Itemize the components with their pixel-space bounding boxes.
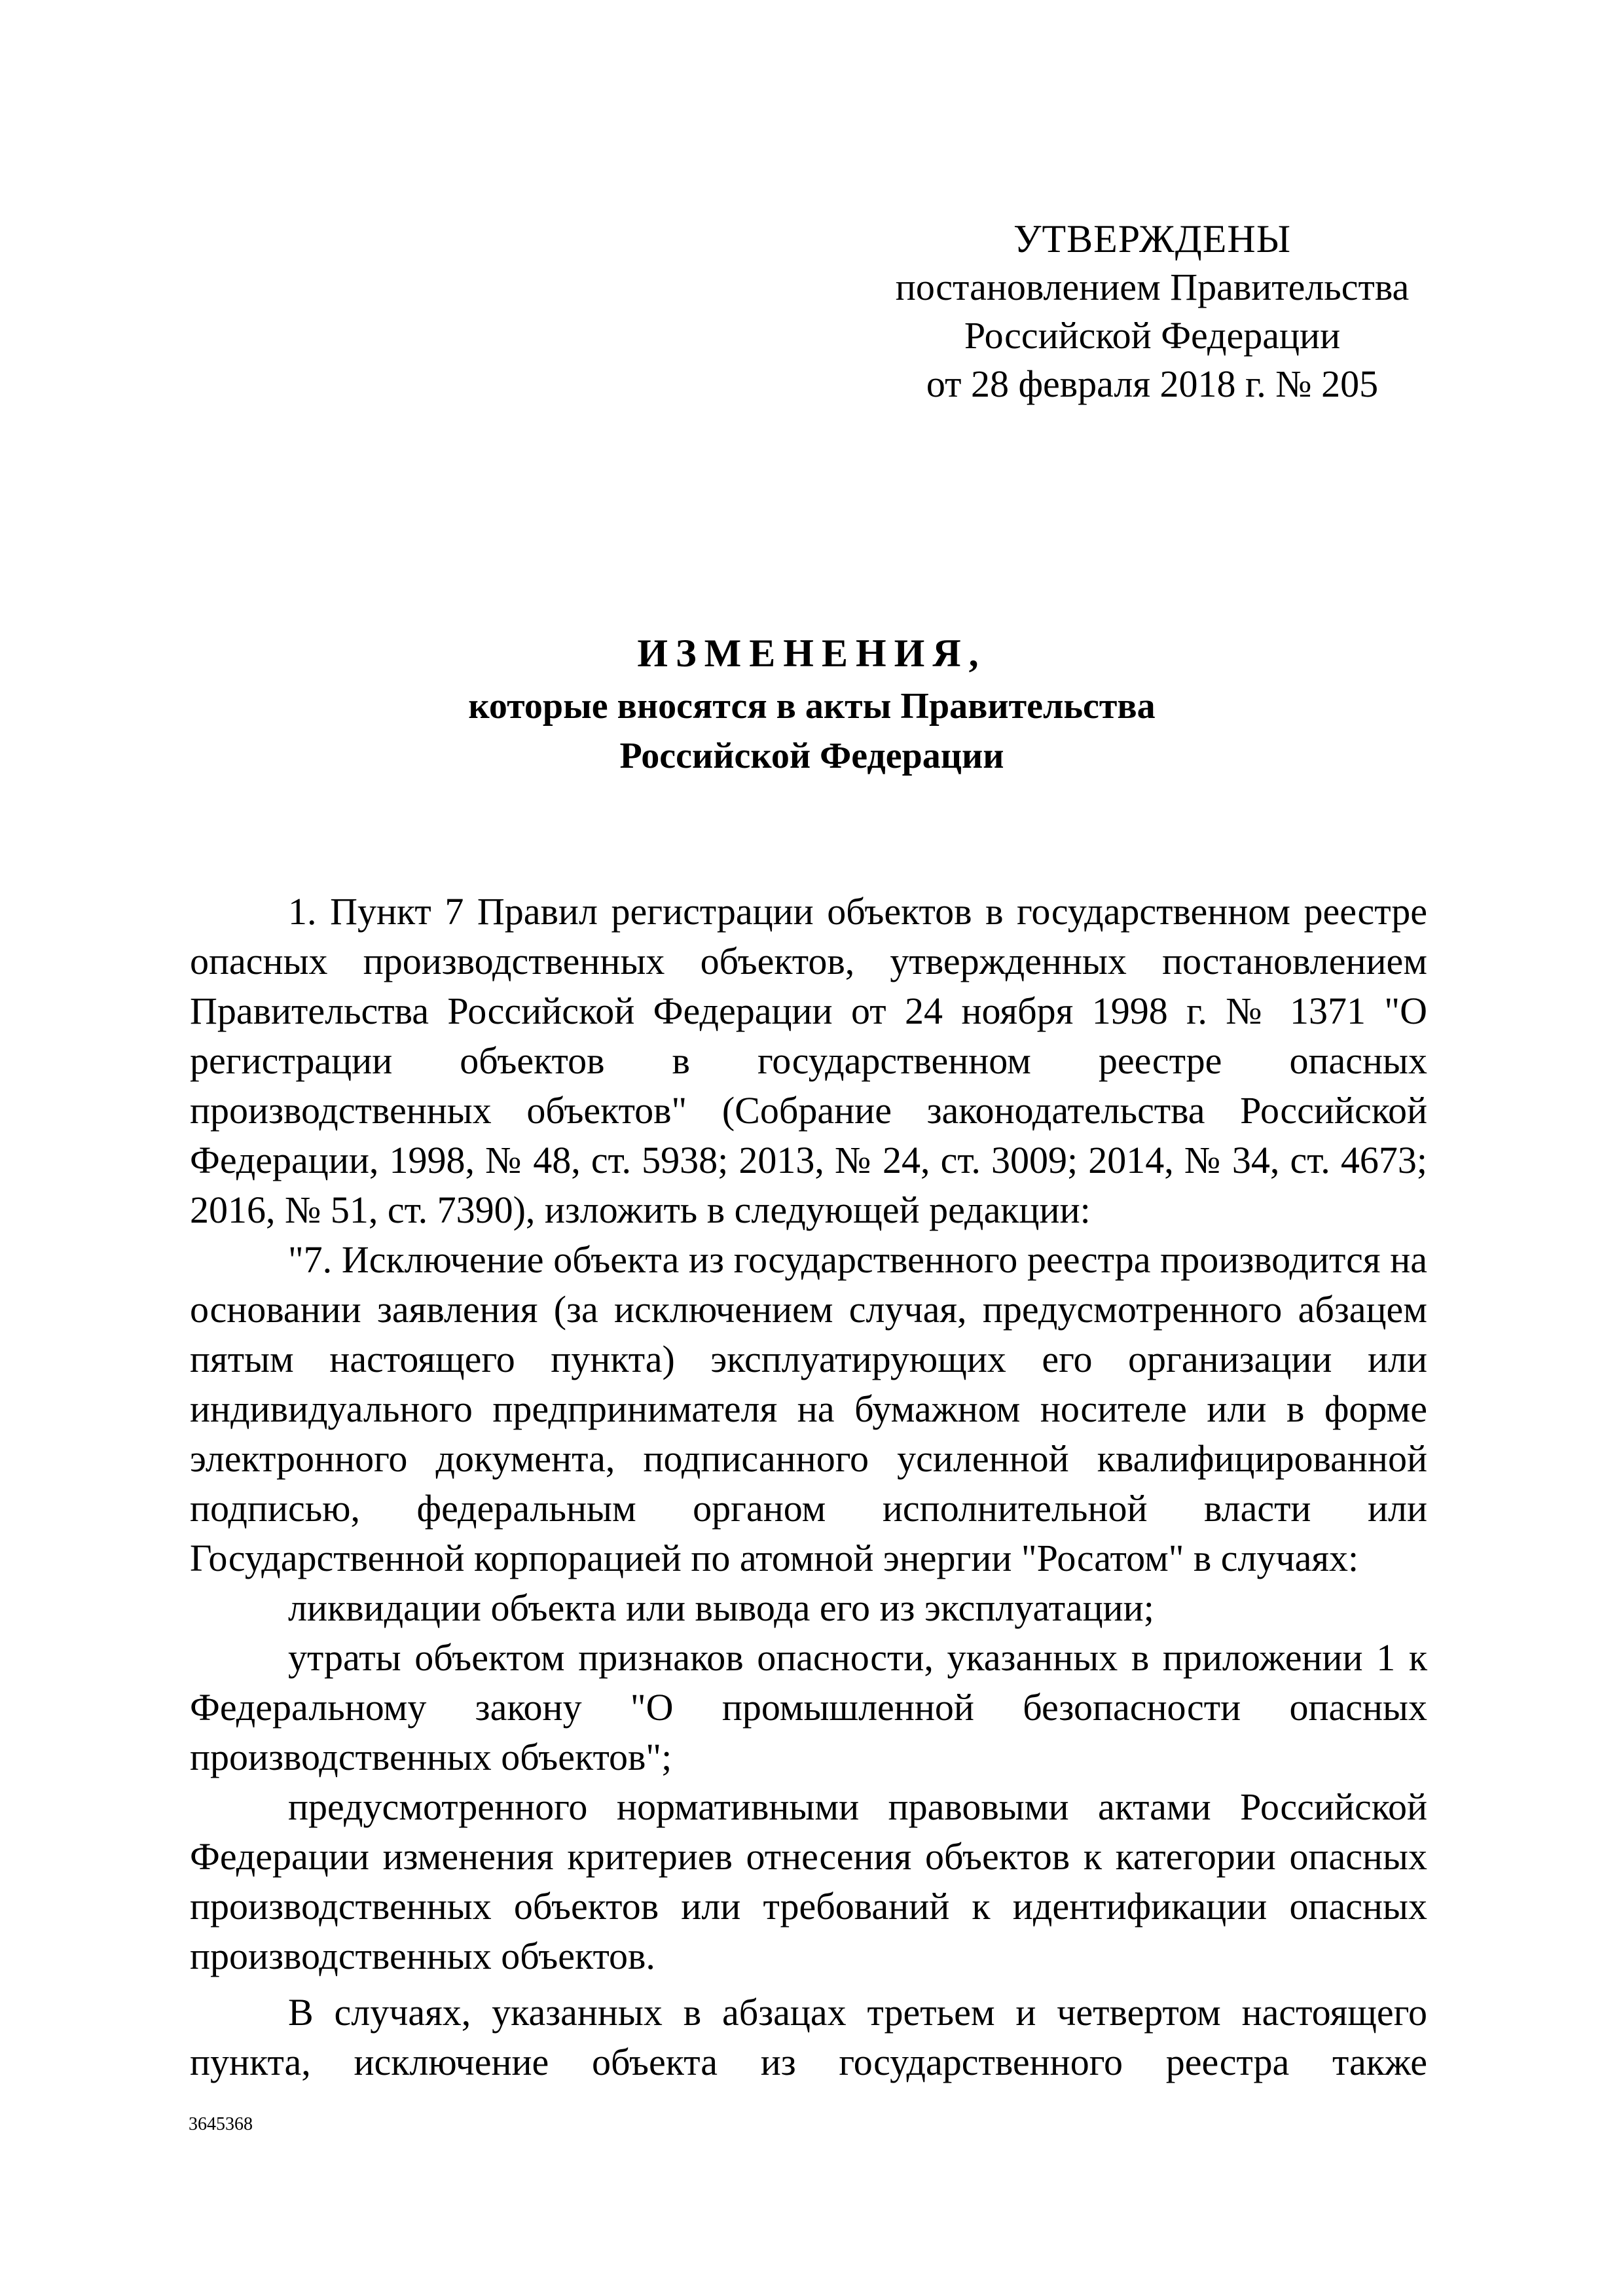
paragraph-cases: В случаях, указанных в абзацах третьем и четвертом настоящего пункта, исключение объекта из государственного реестра также [190,1991,1427,2083]
approval-line-3: от 28 февраля 2018 г. № 205 [926,363,1379,405]
paragraph-loss-of-hazard: утраты объектом признаков опасности, указанных в приложении 1 к Федеральному закону "О промышленной безопасности опасных производственных объектов"; [190,1636,1427,1778]
document-body [190,887,1427,2087]
paragraph-item-1: 1. Пункт 7 Правил регистрации объектов в государственном реестре опасных производственных объектов, утвержденных постановлением Правительства Российской Федерации от 24 ноября 1998 г. № 1371 "О регистрации объектов в государственном реестре опасных производственных объектов" (Собрание законодательства Российской Федерации, 1998, № 48, ст. 5938; 2013, № 24, ст. 3009; 2014, № 34, ст. 4673; 2016, № 51, ст. 7390), изложить в следующей редакции: [190,890,1427,1231]
document-code: 3645368 [189,2114,253,2134]
approval-line-1: постановлением Правительства [895,266,1410,308]
document-subtitle-line-2: Российской Федерации [619,736,1004,776]
document-title: ИЗМЕНЕНИЯ, [637,632,987,675]
approved-word: УТВЕРЖДЕНЫ [1013,217,1292,260]
paragraph-liquidation: ликвидации объекта или вывода его из эксплуатации; [288,1587,1154,1629]
approval-stamp [851,215,1453,408]
document-subtitle-line-1: которые вносятся в акты Правительства [468,686,1156,726]
paragraph-quoted-clause: "7. Исключение объекта из государственного реестра производится на основании заявления (за исключением случая, предусмотренного абзацем пятым настоящего пункта) эксплуатирующих его организации или индивидуального предпринимателя на бумажном носителе или в форме электронного документа, подписанного усиленной квалифицированной подписью, федеральным органом исполнительной власти или Государственной корпорацией по атомной энергии "Росатом" в случаях: [190,1238,1427,1579]
approval-line-2: Российской Федерации [964,314,1341,357]
paragraph-criteria-change: предусмотренного нормативными правовыми актами Российской Федерации изменения критериев отнесения объектов к категории опасных производственных объектов или требований к идентификации опасных производственных объектов. [190,1785,1427,1977]
document-heading [183,625,1440,781]
